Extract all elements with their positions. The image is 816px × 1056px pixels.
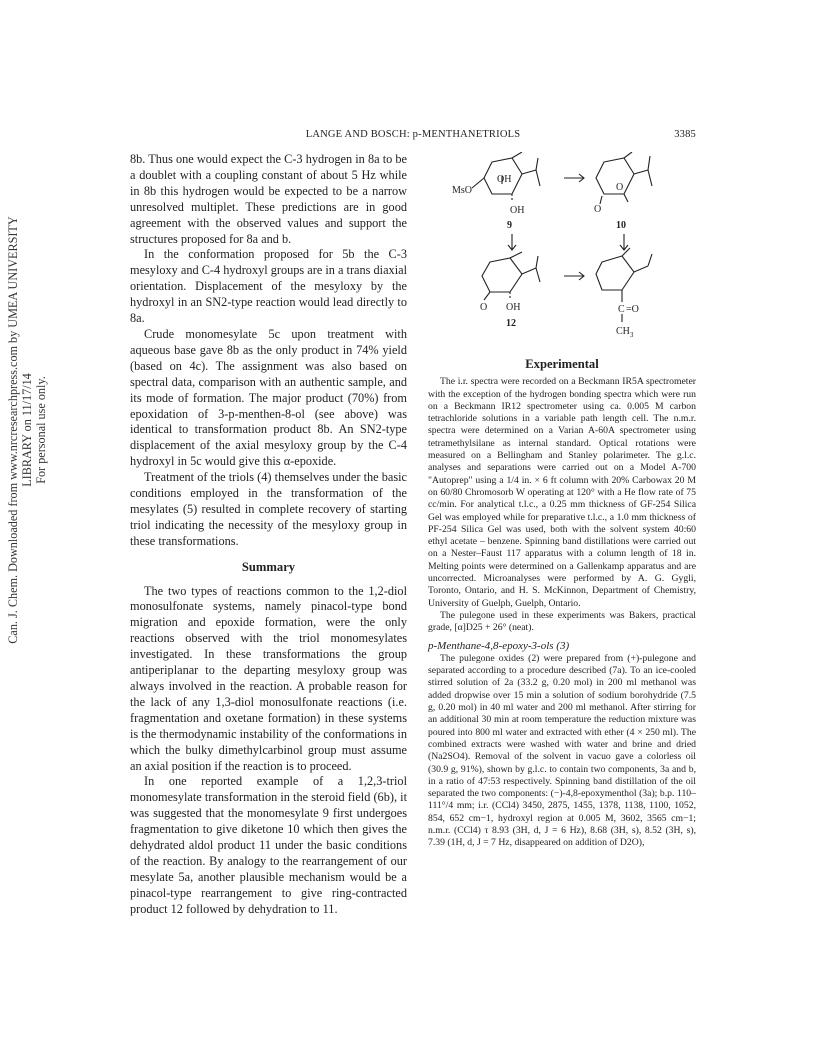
- carbonyl-c-label: C: [618, 304, 625, 315]
- o-10-label: O: [616, 182, 624, 193]
- compound-10-ring: [596, 158, 634, 194]
- download-notice-line1: Can. J. Chem. Downloaded from www.nrcresearchpress.com by UMEA UNIVERSITY LIBRARY on 11/17/14: [6, 216, 34, 644]
- mso-label: MsO: [452, 185, 473, 196]
- compound-12-label: 12: [506, 318, 516, 329]
- download-notice: [4, 205, 48, 655]
- paragraph: The pulegone oxides (2) were prepared from (+)-pulegone and separated according to a procedure described (7a). To an ice-cooled stirred solution of 2a (33.2 g, 0.20 mol) in 200 ml methanol was added dropwise over 15 min a solution of sodium borohydride (7.5 g, 0.20 mol) in 40 ml water and 200 ml methanol. After stirring for an additional 30 min at room temperature the reduction mixture was poured into 800 ml water and extracted with ether (4 × 250 ml). The combined extracts were washed with water and brine and dried (Na2SO4). Removal of the solvent in vacuo gave a colorless oil (30.9 g, 91%), shown by g.l.c. to contain two components, 3a and b, in a ratio of 47:53 respectively. Spinning band distillation of the oil separated the two components: (−)-4,8-epoxymenthol (3a); b.p. 110–111°/4 mm; i.r. (CCl4) 3450, 2875, 1455, 1378, 1138, 1100, 1052, 854, 652 cm−1, hydroxyl region at 0.005 M, 3602, 3565 cm−1; n.m.r. (CCl4) τ 8.93 (3H, d, J = 6 Hz), 8.68 (3H, s), 8.52 (3H, s), 7.39 (1H, d, J = 7 Hz, disappeared on addition of D2O),: [428, 652, 696, 849]
- oh-12-label: OH: [506, 302, 521, 313]
- carbonyl-o-label: =O: [626, 304, 639, 315]
- paragraph: The two types of reactions common to the 1,2-diol monosulfonate systems, namely pinacol-type bond migration and epoxide formation, were the only reactions observed with the triol monomesylates investigated. In these transformations the group antiperiplanar to the departing mesyloxy group was always involved in the reaction. A probable reason for the lack of any 1,3-diol monosulfonate reactions (i.e. fragmentation and oxetane formation) in these systems is the thermodynamic instability of the conformations in which the bulky dimethylcarbinol group must assume an axial position if the reaction is to proceed.: [130, 583, 407, 773]
- o-10b-label: O: [594, 204, 602, 215]
- paragraph: Treatment of the triols (4) themselves under the basic conditions employed in the transformation of the mesylates (5) resulted in complete recovery of starting triol indicating the necessity of the mesyloxy group in these transformations.: [130, 470, 407, 548]
- oh-top-label: OH: [497, 174, 512, 185]
- summary-heading: Summary: [241, 559, 296, 574]
- compound-12-ring: [482, 258, 522, 292]
- compound-9-label: 9: [507, 220, 512, 231]
- page-number: 3385: [674, 129, 696, 140]
- paragraph: The pulegone used in these experiments was Bakers, practical grade, [α]D25 + 26° (neat).: [428, 609, 696, 634]
- download-notice-line2: For personal use only.: [34, 376, 48, 484]
- reaction-scheme: [452, 152, 682, 348]
- paragraph: In one reported example of a 1,2,3-triol monomesylate transformation in the steroid field (6b), it was suggested that the monomesylate 9 first undergoes fragmentation to give diketone 10 which then gives the dehydrated aldol product 11 under the basic conditions of the reaction. By analogy to the rearrangement of our mesylate 5a, another plausible mechanism would be a pinacol-type rearrangement to give ring-contracted product 12 followed by dehydration to 11.: [130, 774, 407, 916]
- experimental-heading: Experimental: [525, 357, 599, 371]
- page-header: [130, 129, 696, 143]
- oh-9-label: OH: [510, 205, 525, 216]
- paragraph: In the conformation proposed for 5b the C-3 mesyloxy and C-4 hydroxyl groups are in a trans diaxial orientation. Displacement of the mesyloxy by the hydroxyl in an SN2-type reaction would lead directly to 8a.: [130, 247, 407, 326]
- o-12-label: O: [480, 302, 488, 313]
- paragraph: Crude monomesylate 5c upon treatment with aqueous base gave 8b as the only product in 74% yield (based on 4c). The assignment was also based on spectral data, comparison with an authentic sample, and its mode of formation. The major product (70%) from epoxidation of 3-p-menthen-8-ol (see above) was identical to transformation product 8b. An SN2-type displacement of the axial mesyloxy group by the C-4 hydroxyl in 5c would give this α-epoxide.: [130, 326, 407, 469]
- running-title: LANGE AND BOSCH: p-MENTHANETRIOLS: [305, 129, 521, 140]
- left-column: [130, 152, 407, 918]
- compound-11-ring: [596, 256, 634, 290]
- section-subheading: p-Menthane-4,8-epoxy-3-ols (3): [428, 639, 570, 652]
- paragraph: The i.r. spectra were recorded on a Beckmann IR5A spectrometer with the exception of the hydrogen bonding spectra which were run on a Beckmann IR12 spectrometer using ca. 0.005 M carbon tetrachloride solutions in a variable path length cell. The n.m.r. spectra were determined on a Varian A-60A spectrometer using tetramethylsilane as internal standard. Optical rotations were measured on a Bellingham and Stanley polarimeter. The g.l.c. analyses and separations were carried out on a Model A-700 "Autoprep" using a 1/4 in. × 6 ft column with 20% Carbowax 20 M on 60/80 Chromosorb W operating at 120° with a He flow rate of 75 cc/min. For analytical t.l.c., a 0.25 mm thickness of GF-254 Silica Gel was employed while for preparative t.l.c., a 1.0 mm thickness of PF-254 Silica Gel was used, both with the solvent system 40:60 ethyl acetate – benzene. Spinning band distillations were carried out on a Nester–Faust 117 apparatus with a column length of 18 in. Melting points were determined on a Gallenkamp apparatus and are uncorrected. Microanalyses were performed by A. G. Gygli, Toronto, Ontario, and H. S. McKinnon, Department of Chemistry, University of Guelph, Guelph, Ontario.: [428, 376, 696, 609]
- methyl-label: $CH_3$: [616, 326, 634, 339]
- reaction-scheme-figure: [452, 152, 682, 348]
- compound-10-label: 10: [616, 220, 626, 231]
- right-column: [428, 358, 696, 850]
- paragraph: 8b. Thus one would expect the C-3 hydrogen in 8a to be a doublet with a coupling constant of about 5 Hz while in 8b this hydrogen would be expected to be a narrow unresolved multiplet. These predictions are in good agreement with the observed values and support the structures proposed for 8a and b.: [130, 152, 407, 246]
